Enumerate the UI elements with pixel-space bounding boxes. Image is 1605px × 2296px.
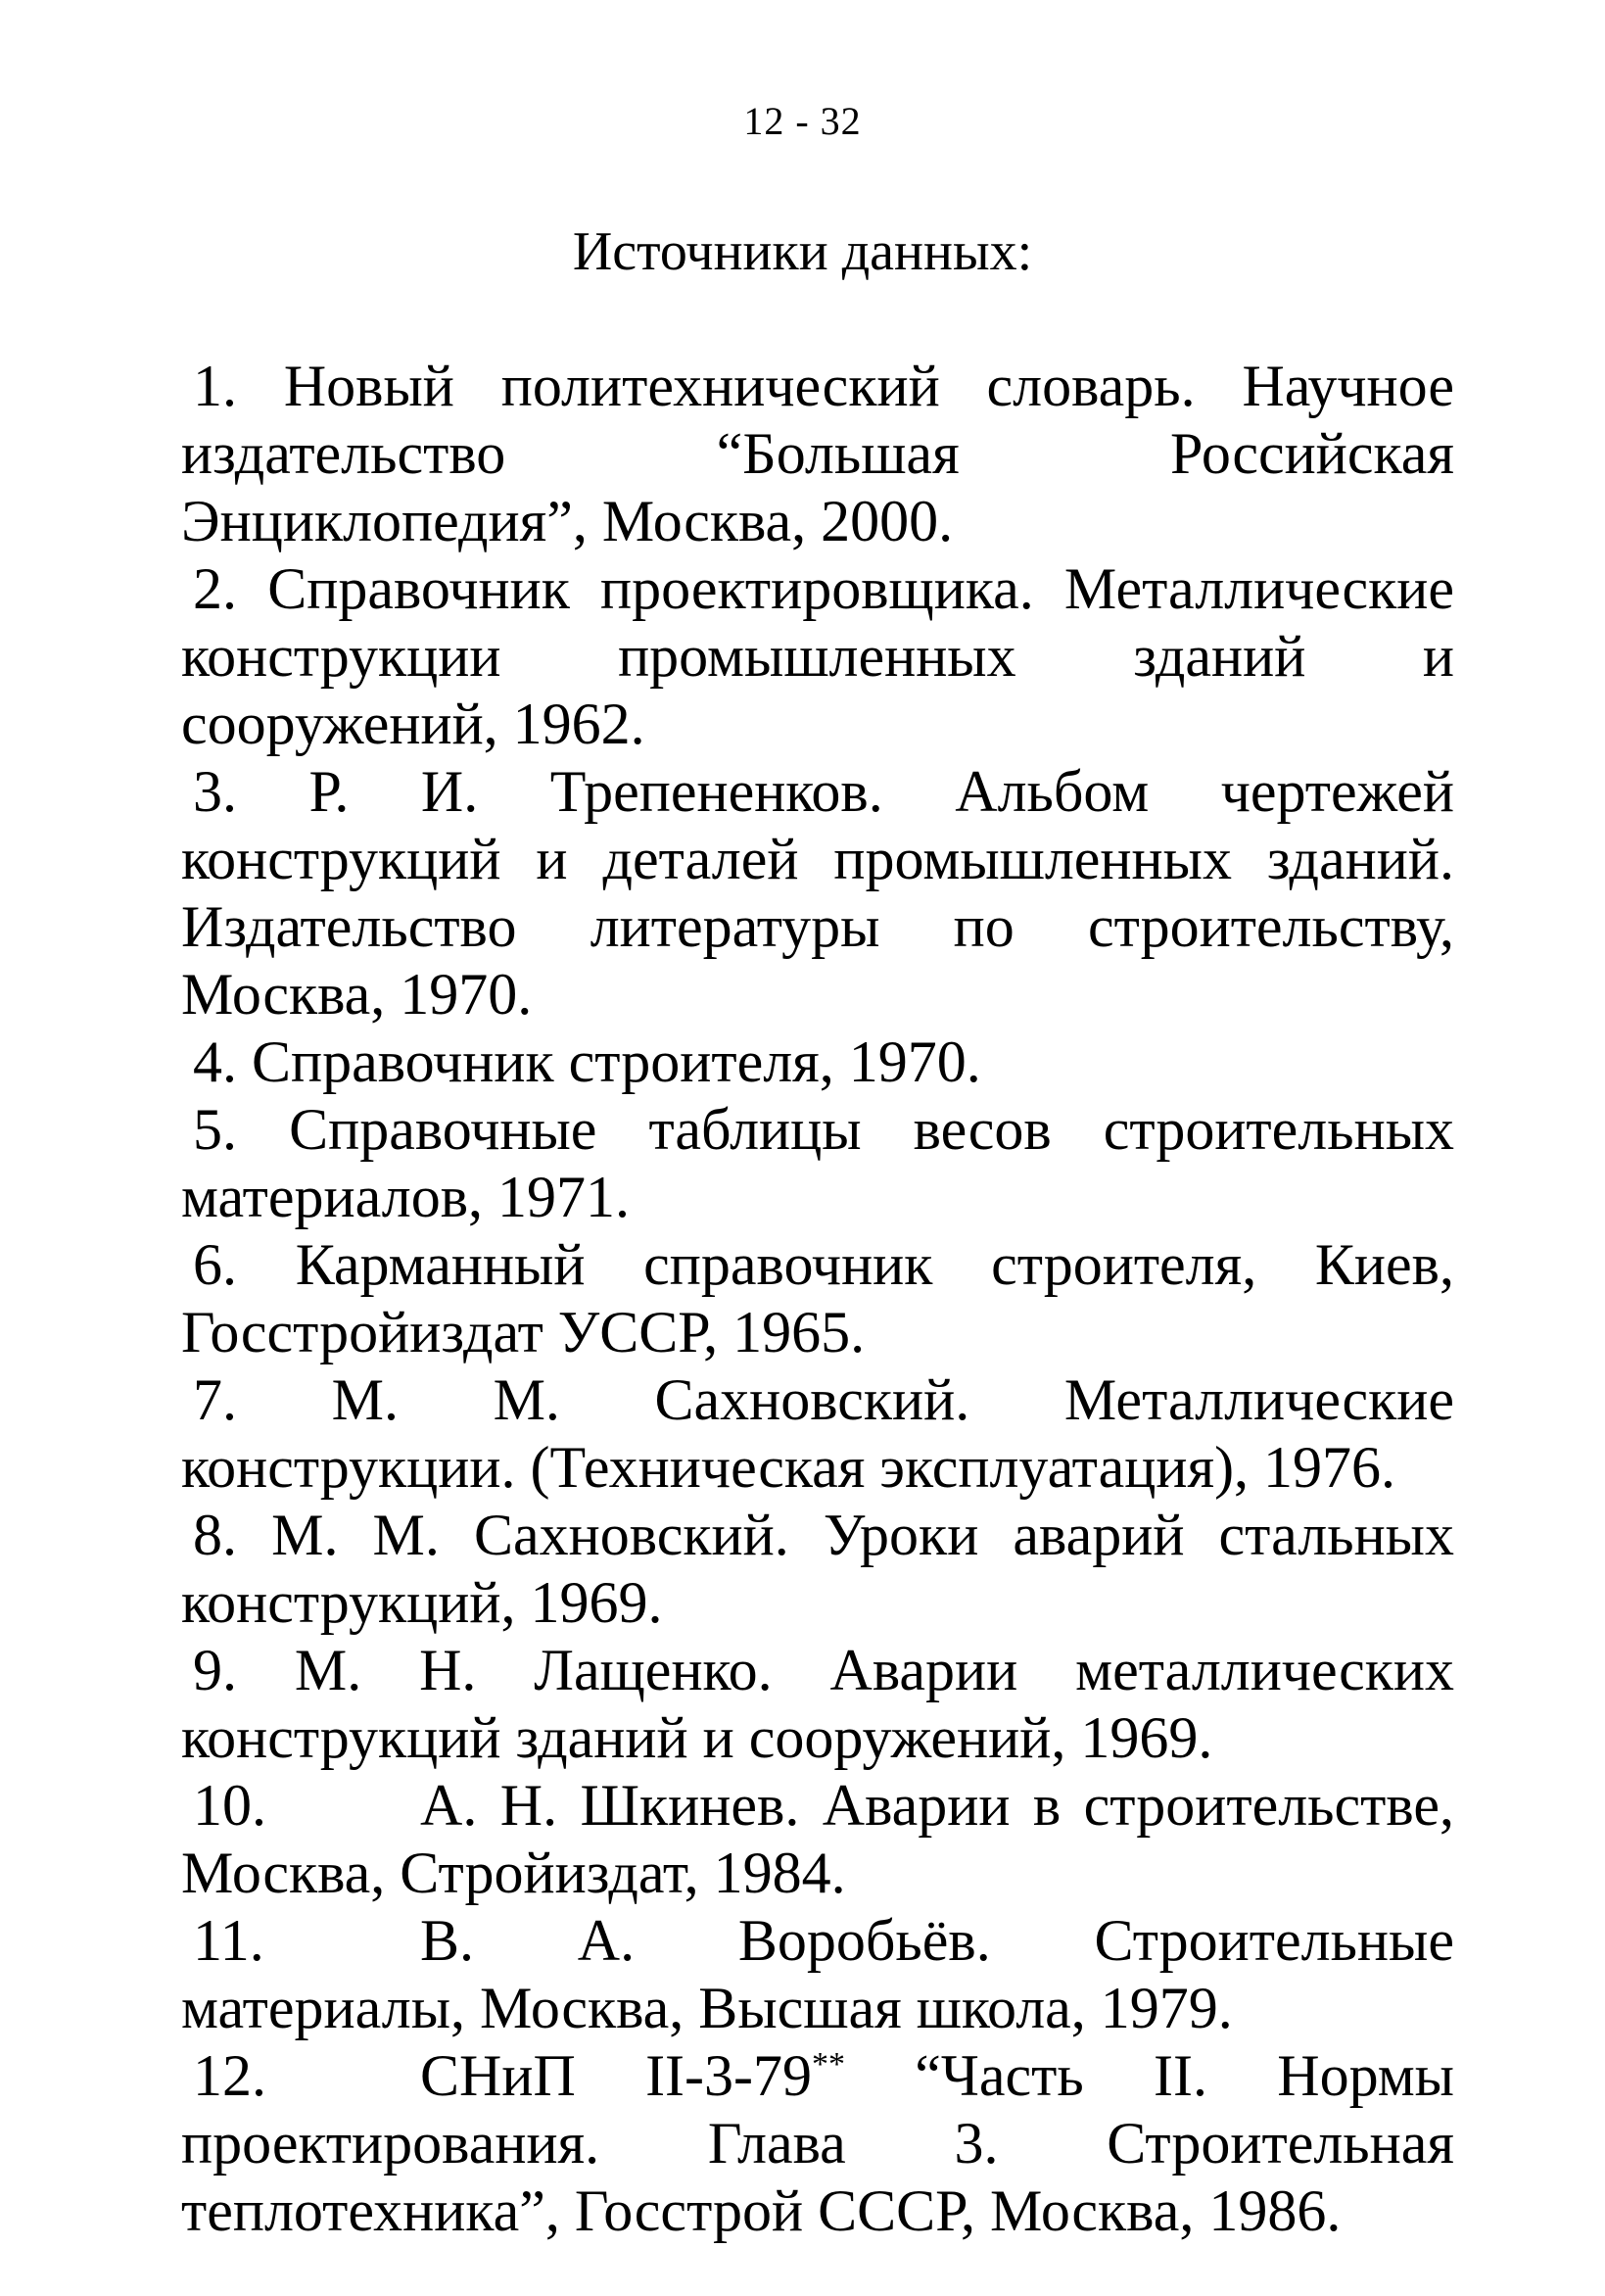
- source-item-5: [181, 1096, 1454, 1231]
- sources-list: [181, 353, 1454, 2245]
- source-text-before: СНиП II-3-79: [420, 2043, 812, 2108]
- source-text: Новый политехнический словарь. Научное издательство “Большая Российская Энциклопедия”, Москва, 2000.: [181, 354, 1454, 553]
- footnote-marker: **: [812, 2046, 845, 2082]
- page-number: 12 - 32: [743, 99, 862, 143]
- source-item-7: [181, 1366, 1454, 1502]
- source-number: 8.: [193, 1503, 237, 1567]
- source-text: В. А. Воробьёв. Строительные материалы, Москва, Высшая школа, 1979.: [181, 1908, 1454, 2040]
- source-number: 10.: [193, 1773, 266, 1838]
- source-text: Справочник проектировщика. Металлические конструкции промышленных зданий и сооружений, 1962.: [181, 556, 1455, 756]
- source-item-10: [181, 1772, 1454, 1907]
- source-item-12: [181, 2042, 1454, 2245]
- source-item-1: [181, 353, 1454, 555]
- source-number: 2.: [193, 556, 237, 621]
- source-number: 6.: [193, 1232, 237, 1297]
- source-text: М. М. Сахновский. Металлические конструкции. (Техническая эксплуатация), 1976.: [181, 1367, 1454, 1500]
- source-number: 5.: [193, 1097, 237, 1162]
- source-text: Р. И. Трепененков. Альбом чертежей конструкций и деталей промышленных зданий. Издательство литературы по строительству, Москва, 1970.: [181, 759, 1455, 1027]
- source-item-3: [181, 758, 1454, 1028]
- source-text-after: “Часть II. Нормы проектирования. Глава 3. Строительная теплотехника”, Госстрой СССР, Москва, 1986.: [181, 2043, 1454, 2243]
- source-text: А. Н. Шкинев. Аварии в строительстве, Москва, Стройиздат, 1984.: [181, 1773, 1454, 1905]
- source-number: 1.: [193, 354, 237, 418]
- source-item-4: [181, 1028, 1454, 1096]
- source-item-8: [181, 1502, 1454, 1637]
- source-text: Справочник строителя, 1970.: [252, 1029, 981, 1094]
- page-title: Источники данных:: [572, 221, 1033, 282]
- source-text: М. М. Сахновский. Уроки аварий стальных конструкций, 1969.: [181, 1503, 1454, 1635]
- source-text: Карманный справочник строителя, Киев, Госстройиздат УССР, 1965.: [181, 1232, 1454, 1364]
- source-text: Справочные таблицы весов строительных материалов, 1971.: [181, 1097, 1455, 1229]
- source-number: 3.: [193, 759, 237, 824]
- source-number: 9.: [193, 1638, 237, 1702]
- source-number: 11.: [193, 1908, 264, 1973]
- source-item-6: [181, 1231, 1454, 1366]
- source-number: 4.: [193, 1029, 237, 1094]
- source-number: 7.: [193, 1367, 237, 1432]
- source-number: 12.: [193, 2043, 266, 2108]
- source-item-2: [181, 555, 1454, 758]
- source-item-11: [181, 1907, 1454, 2042]
- source-item-9: [181, 1637, 1454, 1772]
- source-text: М. Н. Лащенко. Аварии металлических конструкций зданий и сооружений, 1969.: [181, 1638, 1454, 1770]
